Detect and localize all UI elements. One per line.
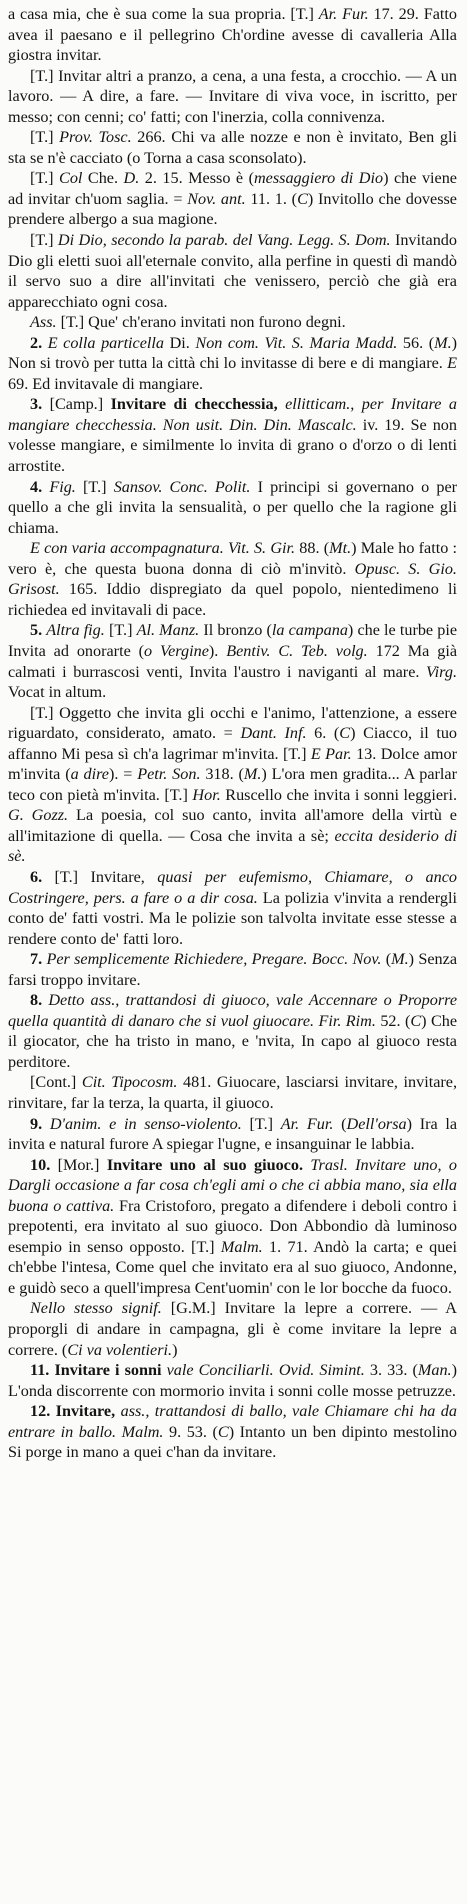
text-run: 165. Iddio dispregiato da quel popolo, nientedimeno li richiedea ed invitavali di pace. [8, 580, 457, 619]
text-run: ) che viene ad invitar ch'uom saglia. = [8, 169, 457, 208]
text-run: 318. ( [200, 765, 244, 784]
text-run: ( [333, 1114, 347, 1133]
text-run: Opusc. S. Gio. Grisost. [8, 559, 457, 599]
entry-paragraph [8, 312, 457, 333]
text-run: vale Conciliarli. Ovid. Simint. [166, 1361, 365, 1380]
text-run: 88. ( [295, 539, 330, 558]
text-run: Ar. Fur. [318, 5, 369, 23]
text-run: E [447, 354, 457, 373]
text-run: M. [243, 765, 262, 784]
text-run: [T.] [75, 477, 114, 496]
text-run: Invitare, [55, 1402, 116, 1421]
entry-paragraph [8, 1114, 457, 1155]
text-run: La polizia v'invita a rendergli conto de' fatti vostri. Ma le polizie son talvolta invitate esse stesse a rendere conto de' fatti loro. [8, 888, 457, 948]
entry-paragraph [8, 168, 457, 230]
text-run: E Par. [310, 744, 352, 763]
text-run: [T.] [30, 231, 58, 250]
text-run: 9. 53. ( [163, 1422, 218, 1441]
text-run: Non com. Vit. S. Maria Madd. [195, 333, 398, 352]
text-run: M. [434, 333, 452, 352]
text-run: 481. Giuocare, lasciarsi invitare, invitare, rinvitare, far la terza, la quarta, il giuoco. [8, 1073, 457, 1112]
text-run: la campana [271, 621, 348, 640]
text-run: a casa mia, che è sua come la sua propria. [T.] [8, 5, 319, 23]
text-run: [Mor.] [57, 1155, 107, 1174]
text-run: 2. 15. Messo è ( [139, 169, 254, 188]
text-run: Nello stesso signif. [30, 1299, 162, 1318]
text-run: Nov. ant. [187, 189, 246, 208]
text-run: 2. [30, 333, 48, 352]
entry-paragraph [8, 1360, 457, 1401]
text-run: Malm. [220, 1237, 263, 1256]
entry-paragraph [8, 4, 457, 66]
text-run: Altra fig. [46, 621, 105, 640]
text-run: [T.] Invitar altri a pranzo, a cena, a una festa, a crocchio. — A un lavoro. — A dire, a fare. — Invitare di viva voce, in iscritto, per messo; con cenni; co' fatti; con l'inerzia, colla connivenza. [8, 66, 457, 126]
text-run: Per semplicemente Richiedere, Pregare. Bocc. Nov. [46, 950, 382, 969]
text-run: E con varia accompagnatura. Vit. S. Gir. [30, 539, 296, 558]
text-run: Ass. [30, 313, 57, 332]
entry-paragraph [8, 620, 457, 702]
entry-paragraph [8, 333, 457, 395]
text-run: Detto ass., trattandosi di giuoco, vale Accennare o Proporre quella quantità di danaro che si vuol giuocare. Fir. Rim. [8, 991, 458, 1030]
text-run: ) Non si trovò per tutta la città chi lo invitasse di bere e di mangiare. [8, 333, 458, 373]
text-run: Invitando Dio gli eletti suoi all'eternale convito, alla perfine in questi dì mandò il servo suo a dire all'invitati che venissero, perciò che già era apparecchiato ogni cosa. [8, 231, 457, 311]
text-run: [T.] Oggetto che invita gli occhi e l'animo, l'attenzione, a essere riguardato, considerato, amato. = [8, 703, 457, 743]
text-run: La poesia, col suo canto, invita all'amore della virtù e all'imitazione di quella. — Cosa che invita a sè; [8, 806, 457, 845]
text-run: Petr. Son. [137, 765, 201, 784]
text-run: [T.] [104, 621, 137, 640]
text-run: ) Senza farsi troppo invitare. [8, 950, 458, 989]
text-run: Bentiv. C. Teb. volg. [226, 641, 368, 660]
entry-paragraph [8, 477, 457, 539]
text-run: M. [391, 950, 409, 969]
entry-paragraph [8, 1155, 457, 1299]
text-run [278, 395, 285, 413]
text-run: I principi si governano o per quello a che gli invita la sensualità, o per quello che la ragione gli chiama. [8, 477, 458, 537]
text-run: 6. [30, 867, 55, 886]
entry-paragraph [8, 1072, 457, 1113]
text-run: Ci va volentieri. [67, 1340, 173, 1359]
text-run: ) Male ho fatto : vero è, che questa buona donna di ciò m'invitò. [8, 539, 458, 578]
text-run: 56. ( [397, 333, 435, 352]
text-run: Cit. Tipocosm. [81, 1073, 178, 1092]
text-run: ass., trattandosi di ballo, vale Chiamare chi ha da entrare in ballo. Malm. [8, 1402, 457, 1441]
text-run: Dant. Inf. [240, 724, 307, 743]
text-run: ) Che il giocator, che ha tristo in mano, e 'nvita, In capo al giuoco resta perditore. [8, 1011, 458, 1071]
text-run: [T.] Invitare, [54, 867, 158, 886]
text-run: 266. Chi va alle nozze e non è invitato, Ben gli sta se n'è cacciato (o Torna a casa sconsolato). [8, 128, 458, 167]
text-run: Il bronzo ( [199, 621, 272, 640]
text-run: a dire [70, 765, 109, 784]
text-run: Dell'orsa [346, 1114, 407, 1133]
text-run: ) Invitollo che dovesse prendere albergo a sua magione. [8, 189, 457, 229]
text-run: ) L'ora men gradita... A parlar teco con pietà m'invita. [T.] [8, 765, 457, 804]
text-run: o Vergine [144, 641, 209, 660]
text-run: 69. Ed invitavale di mangiare. [8, 374, 204, 393]
text-run: Virg. [425, 662, 457, 681]
entry-paragraph [8, 867, 457, 949]
text-run: ) [172, 1340, 178, 1359]
text-run: messaggiero di Dio [253, 169, 384, 188]
text-run: D'anim. e in senso-violento. [49, 1114, 242, 1133]
text-run: 13. Dolce amor m'invita ( [8, 744, 457, 784]
text-run: Di. [164, 333, 196, 352]
text-run: Al. Manz. [136, 621, 200, 640]
text-run: D. [123, 169, 140, 188]
text-run: ). = [109, 765, 138, 784]
text-run: 6. ( [306, 724, 340, 743]
text-run: 8. [30, 991, 49, 1010]
text-run: [Cont.] [30, 1073, 82, 1092]
entry-paragraph [8, 1298, 457, 1360]
text-run: ) che le turbe pie Invita ad onorarte ( [8, 621, 458, 660]
entry-paragraph [8, 394, 457, 476]
entry-paragraph [8, 127, 457, 168]
text-run: 52. ( [375, 1011, 411, 1030]
text-run: [G.M.] Invitare la lepre a correre. — A proporgli di andare in campagna, gli è come invitare la lepre a correre. ( [8, 1299, 457, 1359]
text-run: Invitare uno al suo giuoco. [106, 1155, 304, 1174]
text-run: [T.] Que' ch'erano invitati non furono degni. [56, 313, 346, 332]
text-run: C [410, 1011, 422, 1030]
text-run: 7. [30, 950, 47, 969]
text-run: Fra Cristoforo, pregato a difendere i deboli contro i prepotenti, era invitato al suo giuoco. Don Abbondio dà luminoso esempio in senso opposto. [T.] [8, 1196, 457, 1256]
text-run: Trasl. Invitare uno, o Dargli occasione a far cosa ch'egli ami o che ci abbia mano, sia ella buona o cattiva. [8, 1155, 458, 1215]
text-run: C [297, 189, 308, 208]
text-run: ) L'onda discorrente con mormorio invita i sonni colle mosse petruzze. [8, 1361, 457, 1400]
entry-paragraph [8, 230, 457, 312]
text-run: Ar. Fur. [280, 1114, 334, 1133]
entry-paragraph [8, 538, 457, 620]
text-run: C [217, 1422, 229, 1441]
text-run: Che. [82, 169, 124, 188]
text-run: quasi per eufemismo, Chiamare, o anco Costringere, pers. a fare o a dir cosa. [8, 867, 457, 907]
text-run: Col [59, 169, 83, 188]
text-run: Hor. [192, 785, 221, 804]
text-run: E colla particella [47, 333, 165, 352]
text-run: Invitare i sonni [54, 1361, 162, 1380]
text-run: 12. [30, 1402, 56, 1421]
text-run: [T.] [30, 128, 60, 147]
text-run: ( [381, 950, 392, 969]
text-run: Di Dio, secondo la parab. del Vang. Legg. S. Dom. [57, 231, 391, 250]
text-run: 9. [30, 1114, 50, 1133]
text-run: Fig. [49, 477, 76, 496]
text-run: 3. [30, 395, 50, 414]
entry-paragraph [8, 1401, 457, 1463]
text-run: Man. [417, 1361, 452, 1380]
text-run: 11. [30, 1361, 55, 1380]
text-run: 5. [30, 621, 47, 640]
text-run: 11. 1. ( [245, 189, 298, 208]
entry-paragraph [8, 703, 457, 867]
text-run: 17. 29. Fatto avea il paesano e il pellegrino Ch'ordine avesse di cavalleria Alla giostra invitar. [8, 5, 457, 65]
text-run: [Camp.] [49, 395, 111, 414]
entry-paragraph [8, 990, 457, 1072]
entry-paragraph [8, 949, 457, 990]
text-run: ) Ciacco, il tuo affanno Mi pesa sì ch'a lagrimar m'invita. [T.] [8, 724, 458, 763]
text-run: ) Intanto un ben dipinto mestolino Si porge in mano a quei c'han da invitare. [8, 1422, 457, 1462]
text-run: 172 Ma già calmati i burrascosi venti, Invita l'austro i naviganti al mare. [8, 641, 458, 681]
text-run: Prov. Tosc. [59, 128, 132, 147]
text-run: Mt. [329, 539, 352, 558]
text-run: Sansov. Conc. Polit. [113, 477, 251, 496]
text-run: G. Gozz. [8, 806, 69, 825]
text-run: 4. [30, 477, 50, 496]
text-run: C [339, 724, 351, 743]
text-run: [T.] [241, 1114, 281, 1133]
text-run: eccita desiderio di sè. [8, 826, 457, 866]
text-run: Vocat in altum. [8, 683, 107, 702]
entry-paragraph [8, 66, 457, 128]
text-run: 1. 71. Andò la carta; e quei ch'ebbe l'intesa, Come quel che invitato era al suo giuoco, Andonne, e guidò seco a quell'impresa Cent'uomin' con le lor bocche da fuoco. [8, 1237, 457, 1297]
text-run: iv. 19. Se non volesse mangiare, e similmente lo invita di grano o d'orzo o di lenti arrostite. [8, 415, 457, 476]
text-run: Invitare di checchessia, [110, 395, 278, 414]
text-run: [T.] [30, 169, 60, 188]
text-run: ). [208, 641, 227, 660]
text-run: 3. 33. ( [364, 1361, 418, 1380]
text-run: Ruscello che invita i sonni leggieri. [220, 785, 457, 804]
text-run: 10. [30, 1155, 58, 1174]
text-run: ) Ira la invita e natural furore A spiegar l'ugne, e insanguinar le labbia. [8, 1114, 458, 1154]
text-run: ellitticam., per Invitare a mangiare checchessia. Non usit. Din. Din. Mascalc. [8, 395, 458, 434]
